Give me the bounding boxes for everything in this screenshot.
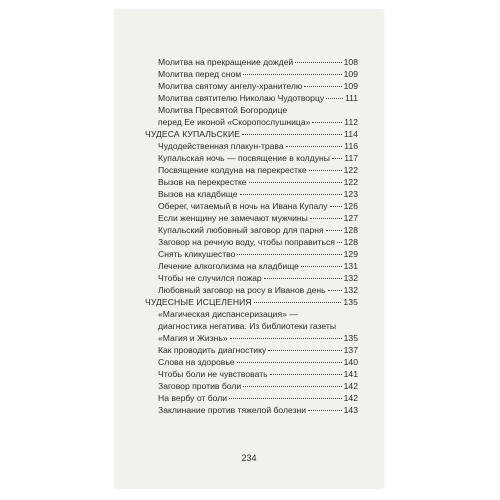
toc-entry xyxy=(145,248,358,260)
toc-section-heading xyxy=(145,296,358,308)
table-of-contents xyxy=(145,56,358,416)
dot-leader xyxy=(243,386,342,387)
toc-entry xyxy=(145,392,358,404)
dot-leader xyxy=(264,278,342,279)
toc-entry-page: 122 xyxy=(343,177,358,187)
toc-entry-title: Как проводить диагностику xyxy=(158,345,267,355)
toc-entry xyxy=(145,260,358,272)
toc-entry xyxy=(145,320,358,332)
dot-leader xyxy=(268,350,341,351)
toc-entry-title: Молитва святому ангелу-хранителю xyxy=(158,81,303,91)
toc-entry-title: ЧУДЕСНЫЕ ИСЦЕЛЕНИЯ xyxy=(145,297,252,307)
toc-entry-title: «Магия и Жизнь» xyxy=(158,333,228,343)
dot-leader xyxy=(254,302,342,303)
toc-entry-page: 109 xyxy=(343,69,358,79)
toc-entry xyxy=(145,224,358,236)
dot-leader xyxy=(249,182,342,183)
toc-entry-title: Слова на здоровье xyxy=(158,357,235,367)
toc-entry-page: 112 xyxy=(344,117,358,127)
toc-entry-title: Чтобы боли не чувствовать xyxy=(158,369,268,379)
toc-entry-title: перед Ее иконой «Скоропослушница» xyxy=(158,117,311,127)
toc-entry-page: 127 xyxy=(343,213,358,223)
toc-entry-title: Молитва Пресвятой Богородице xyxy=(158,105,288,115)
toc-entry-page: 132 xyxy=(343,273,358,283)
toc-entry-page: 111 xyxy=(344,93,358,103)
toc-entry xyxy=(145,356,358,368)
toc-entry-page: 128 xyxy=(343,225,358,235)
toc-entry xyxy=(145,332,358,344)
toc-entry-page: 108 xyxy=(343,57,358,67)
toc-entry xyxy=(145,68,358,80)
toc-entry-title: Купальский любовный заговор для парня xyxy=(158,225,324,235)
page-number: 234 xyxy=(241,453,257,463)
book-page xyxy=(115,10,383,488)
dot-leader xyxy=(308,410,342,411)
toc-entry-page: 135 xyxy=(343,333,358,343)
toc-entry xyxy=(145,80,358,92)
toc-entry-title: Чудодейственная плакун-трава xyxy=(158,141,284,151)
toc-entry-title: Снять кликушество xyxy=(158,249,236,259)
toc-entry-title: Заговор против боли xyxy=(158,381,242,391)
toc-entry xyxy=(145,188,358,200)
dot-leader xyxy=(309,170,342,171)
toc-entry xyxy=(145,56,358,68)
toc-entry xyxy=(145,92,358,104)
toc-entry-title: Молитва святителю Николаю Чудотворцу xyxy=(158,93,325,103)
toc-entry xyxy=(145,116,358,128)
toc-entry-page: 141 xyxy=(343,369,358,379)
dot-leader xyxy=(310,218,342,219)
dot-leader xyxy=(332,158,342,159)
toc-entry-title: Купальская ночь — посвящение в колдуны xyxy=(158,153,330,163)
toc-entry-title: На вербу от боли xyxy=(158,393,228,403)
toc-entry xyxy=(145,140,358,152)
toc-entry-title: Чтобы не случился пожар xyxy=(158,273,262,283)
toc-entry-page: 142 xyxy=(343,381,358,391)
dot-leader xyxy=(326,230,342,231)
dot-leader xyxy=(230,338,342,339)
toc-entry-title: ЧУДЕСА КУПАЛЬСКИЕ xyxy=(145,129,241,139)
toc-entry-title: Заклинание против тяжелой болезни xyxy=(158,405,307,415)
toc-entry-title: «Магическая диспансеризация» — xyxy=(158,309,298,319)
dot-leader xyxy=(295,62,341,63)
dot-leader xyxy=(312,122,342,123)
toc-entry-page: 123 xyxy=(343,189,358,199)
dot-leader xyxy=(240,194,342,195)
toc-entry-title: Посвящение колдуна на перекрестке xyxy=(158,165,307,175)
dot-leader xyxy=(326,98,343,99)
toc-entry-title: Оберег, читаемый в ночь на Ивана Купалу xyxy=(158,201,328,211)
toc-entry-title: Любовный заговор на росу в Иванов день xyxy=(158,285,326,295)
toc-entry xyxy=(145,200,358,212)
toc-entry-title: Молитва перед сном xyxy=(158,69,242,79)
toc-entry xyxy=(145,380,358,392)
toc-entry xyxy=(145,104,358,116)
toc-entry-title: диагностика негатива. Из библиотеки газеты xyxy=(158,321,337,331)
toc-entry xyxy=(145,308,358,320)
toc-entry-page: 122 xyxy=(343,165,358,175)
toc-entry xyxy=(145,164,358,176)
toc-entry-title: Вызов на перекрестке xyxy=(158,177,247,187)
toc-entry-page: 142 xyxy=(343,393,358,403)
toc-entry-page: 126 xyxy=(343,201,358,211)
dot-leader xyxy=(242,134,342,135)
toc-entry-page: 143 xyxy=(343,405,358,415)
toc-entry xyxy=(145,344,358,356)
toc-entry xyxy=(145,368,358,380)
toc-entry xyxy=(145,404,358,416)
dot-leader xyxy=(243,74,341,75)
dot-leader xyxy=(328,290,342,291)
toc-entry-page: 131 xyxy=(343,261,358,271)
toc-entry-title: Если женщину не замечают мужчины xyxy=(158,213,308,223)
toc-entry-page: 135 xyxy=(343,297,358,307)
toc-entry-page: 114 xyxy=(344,129,358,139)
toc-entry-title: Вызов на кладбище xyxy=(158,189,238,199)
toc-entry xyxy=(145,284,358,296)
toc-entry-page: 117 xyxy=(344,153,358,163)
dot-leader xyxy=(286,146,343,147)
dot-leader xyxy=(330,206,342,207)
dot-leader xyxy=(301,266,342,267)
toc-section-heading xyxy=(145,128,358,140)
toc-entry xyxy=(145,212,358,224)
toc-entry-page: 109 xyxy=(343,81,358,91)
toc-entry-title: Молитва на прекращение дождей xyxy=(158,57,294,67)
dot-leader xyxy=(229,398,342,399)
dot-leader xyxy=(270,374,342,375)
toc-entry xyxy=(145,236,358,248)
toc-entry-page: 129 xyxy=(343,249,358,259)
dot-leader xyxy=(237,254,341,255)
toc-entry-page: 137 xyxy=(343,345,358,355)
dot-leader xyxy=(337,242,342,243)
toc-entry-page: 116 xyxy=(344,141,358,151)
toc-entry xyxy=(145,272,358,284)
toc-entry-page: 140 xyxy=(343,357,358,367)
toc-entry-page: 128 xyxy=(343,237,358,247)
dot-leader xyxy=(304,86,341,87)
toc-entry-title: Лечение алкоголизма на кладбище xyxy=(158,261,299,271)
toc-entry-title: Заговор на речную воду, чтобы поправиться xyxy=(158,237,335,247)
toc-entry xyxy=(145,152,358,164)
toc-entry xyxy=(145,176,358,188)
dot-leader xyxy=(237,362,342,363)
toc-entry-page: 132 xyxy=(343,285,358,295)
